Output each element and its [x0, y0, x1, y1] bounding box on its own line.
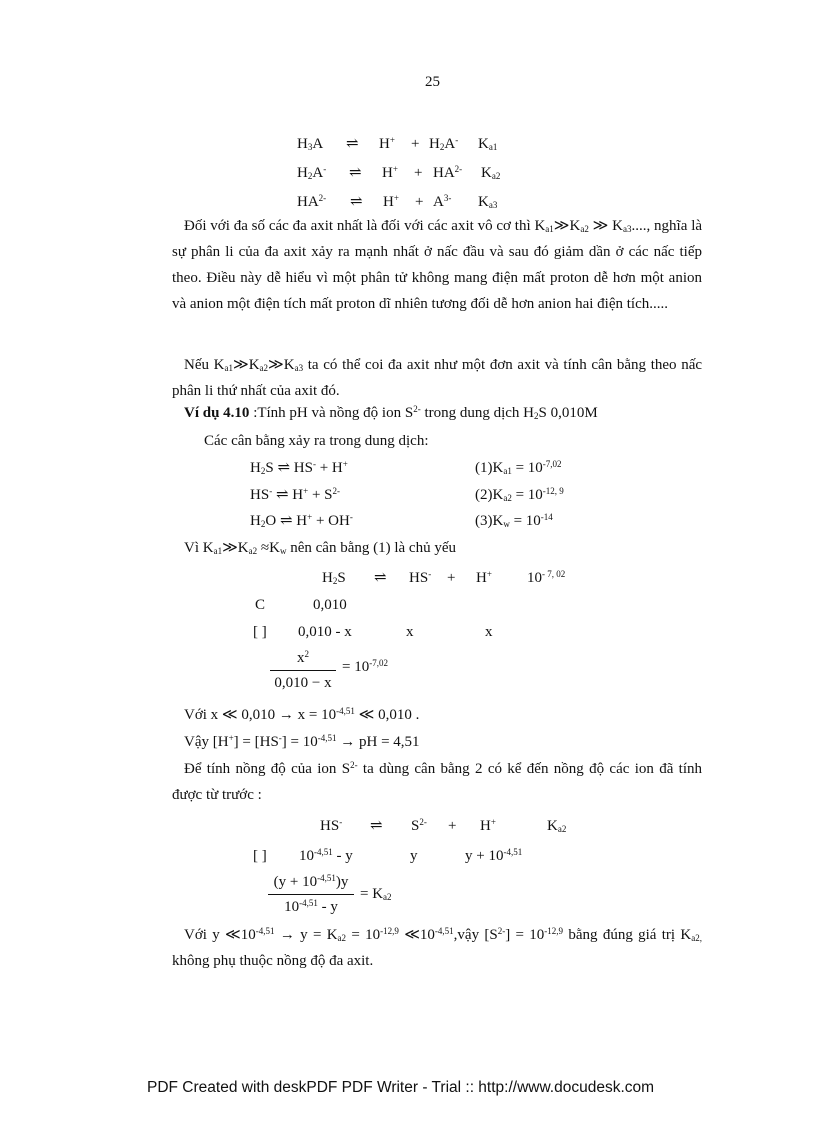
eq1-row2: $H_2A^-$: [297, 164, 327, 181]
paragraph-2: Nếu $K_{a1}≫K_{a2}≫K_{a3}$ ta có thể coi đa axit như một đơn axit và tính cân bằng theo nấc phân li thứ nhất của axit đó.: [172, 357, 703, 399]
page-number: 25: [425, 74, 440, 90]
eq1-row1: $H_3A$: [297, 136, 324, 152]
equilibrium-arrow: ⇌: [346, 136, 359, 152]
with-x-line: Với x ≪ $0,010 \to x = 10^{-4,51}$ ≪ 0,010 .: [184, 706, 420, 723]
since-line: Vì $K_{a1}≫K_{a2} \approx K_w$ nên cân bằng (1) là chủ yếu: [184, 540, 456, 556]
equilibrium-arrow: ⇌: [350, 194, 363, 210]
equilibrium-arrow: ⇌: [370, 818, 383, 834]
equilibrium-row: $H_2O$ ⇌ H+ + OH-: [250, 512, 353, 529]
equilibrium-row: HS- ⇌ $H^+ + S^{2-}$: [250, 486, 340, 503]
paragraph-3: Để tính nồng độ của ion $S^{2-}$ ta dùng cân bằng 2 có kể đến nồng độ các ion đã tính được từ trước :: [172, 760, 703, 803]
equilibrium-row: $H_2S$ ⇌ HS- + H+: [250, 459, 348, 476]
fraction: $\frac{x^2}{0,010 - x}$: [270, 650, 336, 692]
paragraph-1: Đối với đa số các đa axit nhất là đối với các axit vô cơ thì $K_{a1}≫K_{a2}$ ≫ $K_{a3}$...., nghĩa là sự phân li của đa axit xảy ra mạnh nhất ở nấc đầu và sau đó giảm dần ở các nấc tiếp theo. Điều này dễ hiểu vì một phân tử không mang điện mất proton dễ hơn một anion và anion một điện tích mất proton dĩ nhiên tương đối dễ hơn anion hai điện tích.....: [172, 218, 703, 312]
example-heading: Ví dụ 4.10 :Tính pH và nồng độ ion $S^{2-}$ trong dung dịch $H_2S$ 0,010M: [184, 404, 598, 421]
pdf-footer-watermark: PDF Created with deskPDF PDF Writer - Trial :: http://www.docudesk.com: [147, 1079, 655, 1096]
eq1-row3: $HA^{2-}$: [297, 193, 327, 210]
final-paragraph: Với y $≪10^{-4,51} \to y = K_{a2} = 10^{-12,9}$ $≪10^{-4,51},vậy$ $[S^{2-}] = 10^{-12,9}$ bằng đúng giá trị $K_{a2,}$ không phụ thuộc nồng độ đa axit.: [172, 926, 702, 969]
fraction: $\frac{(y + 10^{-4,51})y}{10^{-4,51} - y}$: [268, 874, 354, 916]
equilibrium-arrow: ⇌: [374, 570, 387, 586]
equilibria-intro: Các cân bằng xảy ra trong dung dịch:: [204, 433, 429, 449]
equilibrium-arrow: ⇌: [349, 165, 362, 181]
so-line: Vậy $[H^+] = [HS^-] = 10^{-4,51}$ → pH = 4,51: [184, 733, 420, 750]
